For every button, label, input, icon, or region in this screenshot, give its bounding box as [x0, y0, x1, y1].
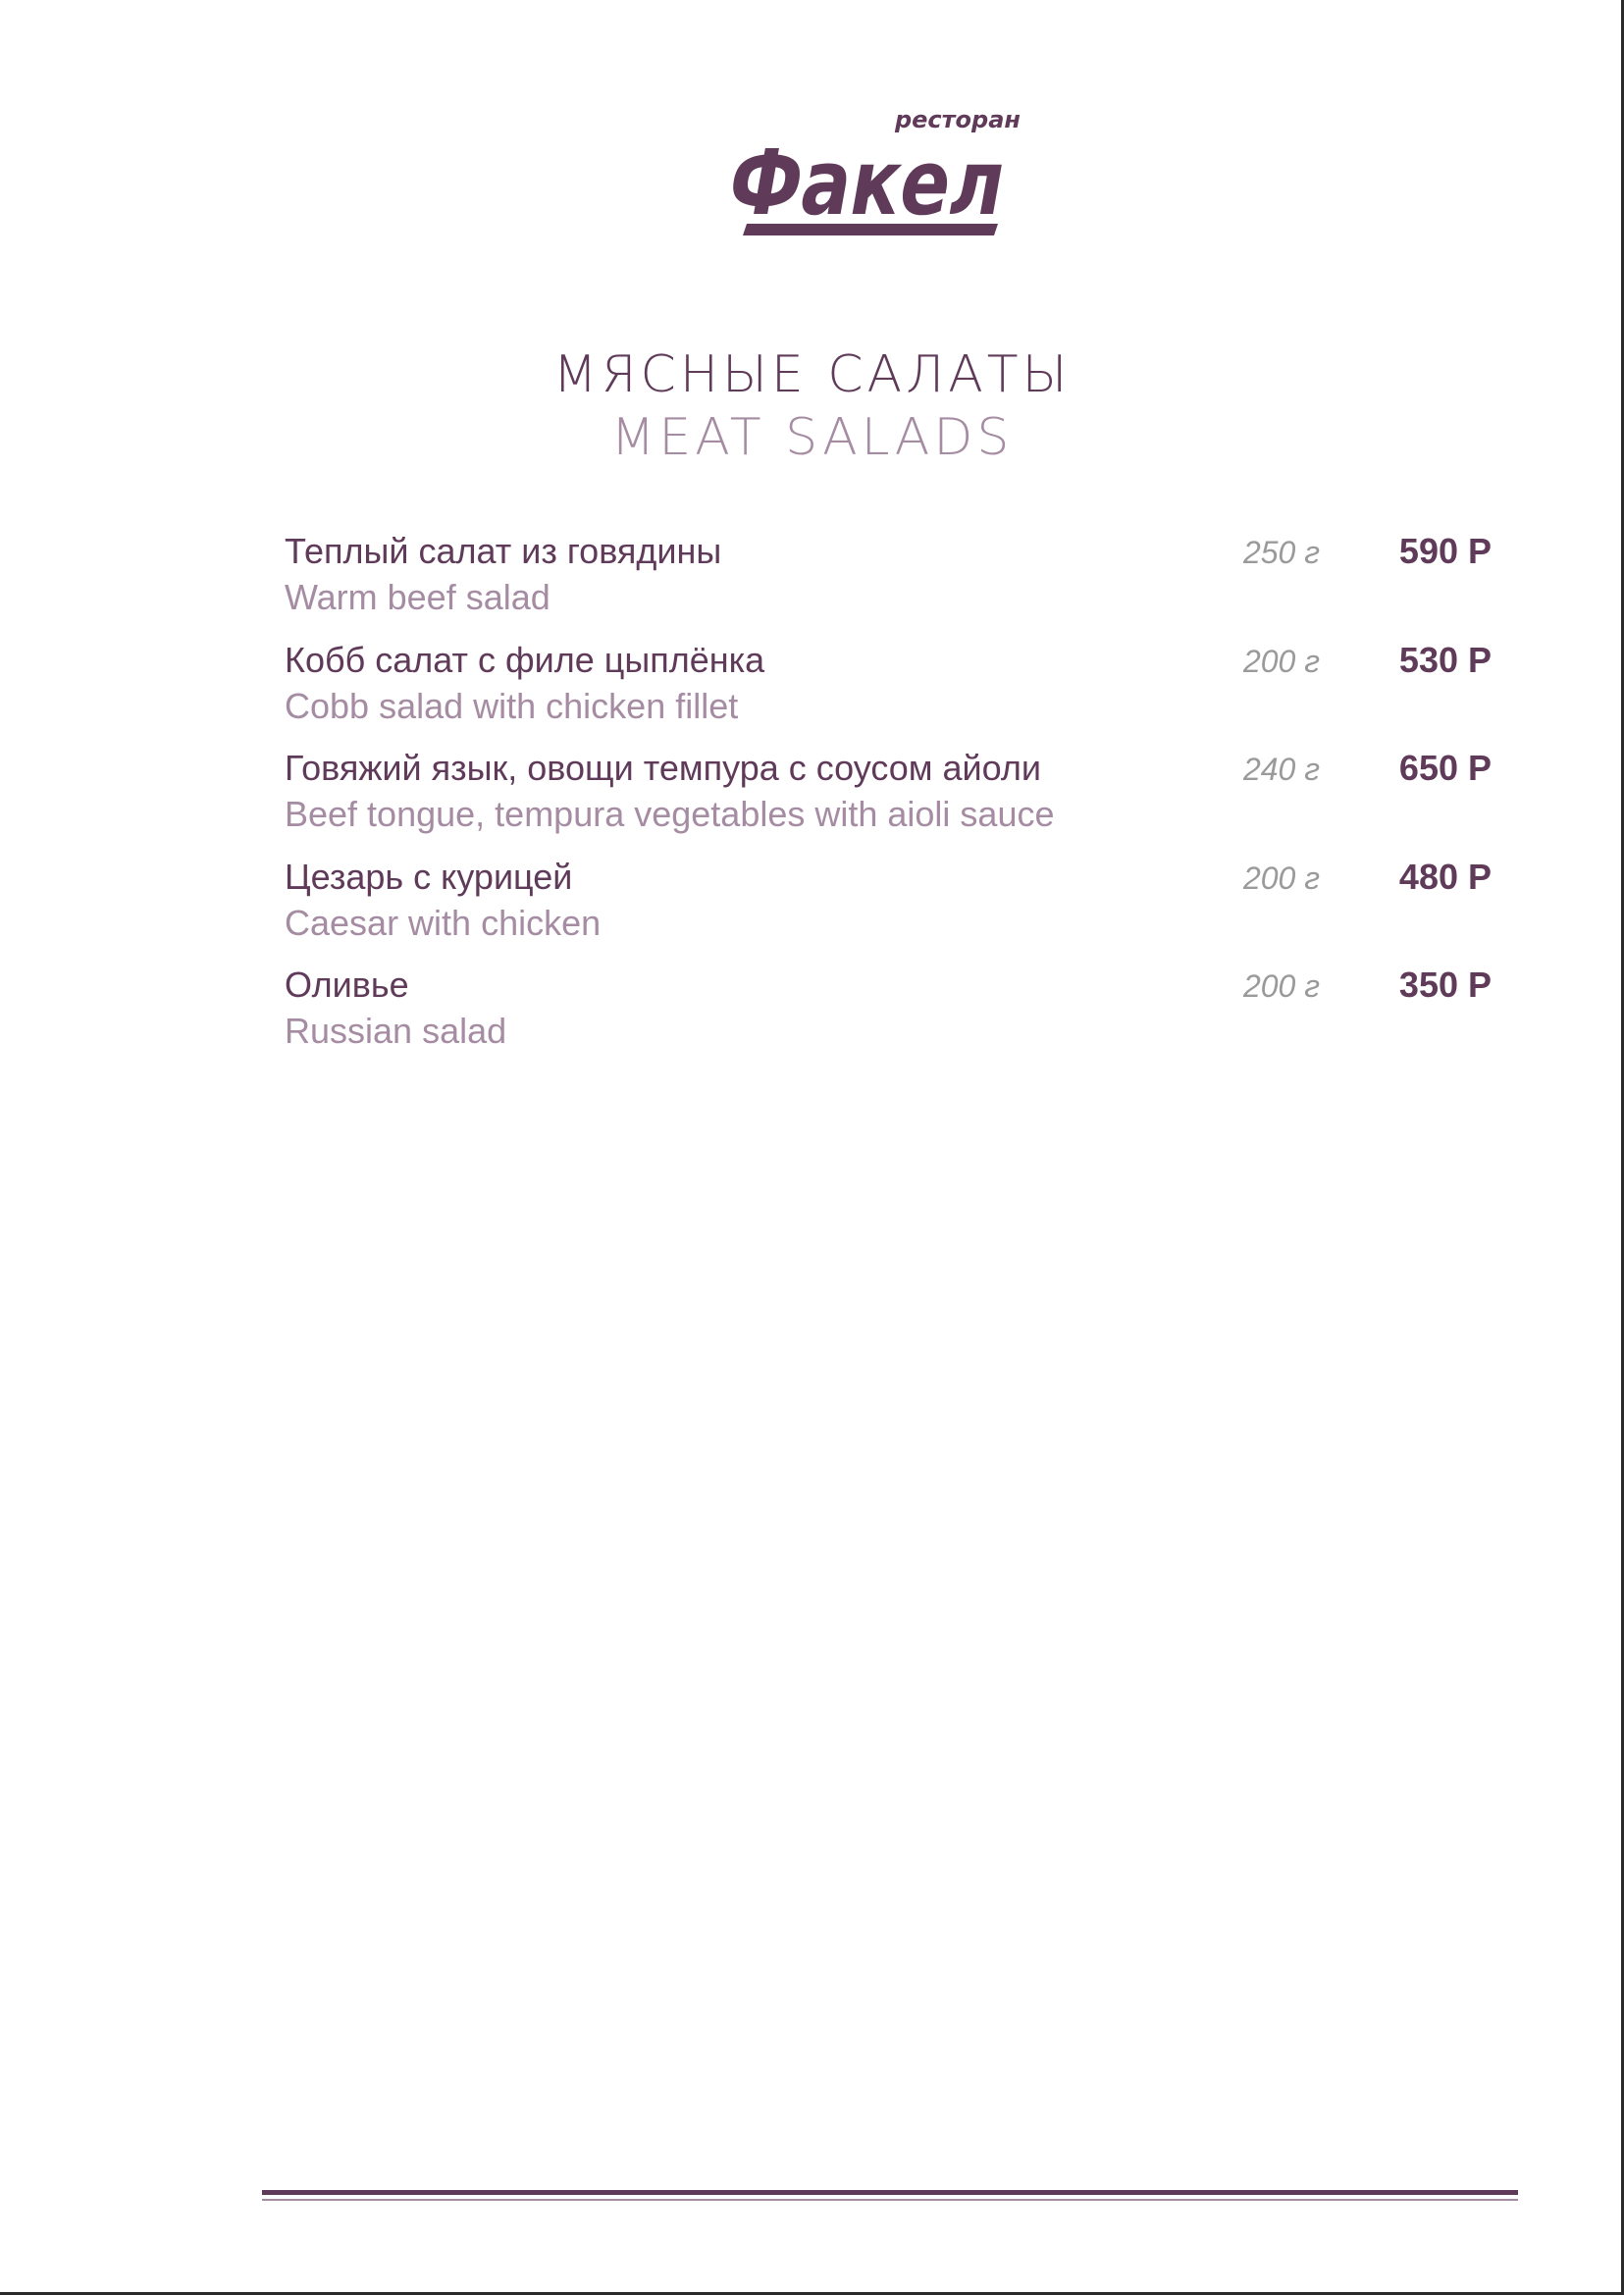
item-price: 590 Р [1398, 531, 1492, 571]
svg-text:Факел: Факел [720, 130, 1078, 235]
item-price: 350 Р [1398, 965, 1492, 1005]
item-name-en: Cobb salad with chicken fillet [285, 685, 739, 726]
item-price: 650 Р [1398, 748, 1492, 788]
item-weight: 240 г [1242, 752, 1320, 787]
item-name-en: Warm beef salad [285, 577, 550, 617]
menu-item [285, 854, 1492, 963]
menu-item [285, 745, 1492, 854]
item-name-en: Russian salad [285, 1011, 507, 1051]
section-title-ru: МЯСНЫЕ САЛАТЫ [552, 345, 1072, 404]
footer-divider-thin [262, 2199, 1518, 2201]
item-name-en: Caesar with chicken [285, 902, 602, 943]
item-name-ru: Цезарь с курицей [285, 856, 573, 897]
item-weight: 250 г [1242, 535, 1320, 570]
footer-divider-thick [262, 2190, 1518, 2195]
item-weight: 200 г [1242, 860, 1320, 896]
item-price: 480 Р [1398, 856, 1492, 897]
footer-divider [262, 2190, 1518, 2201]
item-name-ru: Говяжий язык, овощи темпура с соусом айоли [285, 748, 1042, 788]
menu-item [285, 962, 1492, 1070]
menu-item [285, 637, 1492, 746]
menu-item [285, 528, 1492, 637]
fakel-logo-icon [720, 98, 1078, 245]
menu-list [285, 528, 1492, 1070]
restaurant-logo [720, 98, 1078, 245]
item-weight: 200 г [1242, 643, 1320, 679]
item-name-ru: Оливье [285, 965, 409, 1005]
item-name-en: Beef tongue, tempura vegetables with aioli sauce [285, 794, 1055, 834]
item-weight: 200 г [1242, 968, 1320, 1004]
item-name-ru: Кобб салат с филе цыплёнка [285, 639, 765, 680]
svg-text:ресторан: ресторан [894, 106, 1021, 133]
item-name-ru: Теплый салат из говядины [285, 531, 722, 571]
item-price: 530 Р [1398, 639, 1492, 680]
section-title-en: MEAT SALADS [610, 408, 1014, 467]
